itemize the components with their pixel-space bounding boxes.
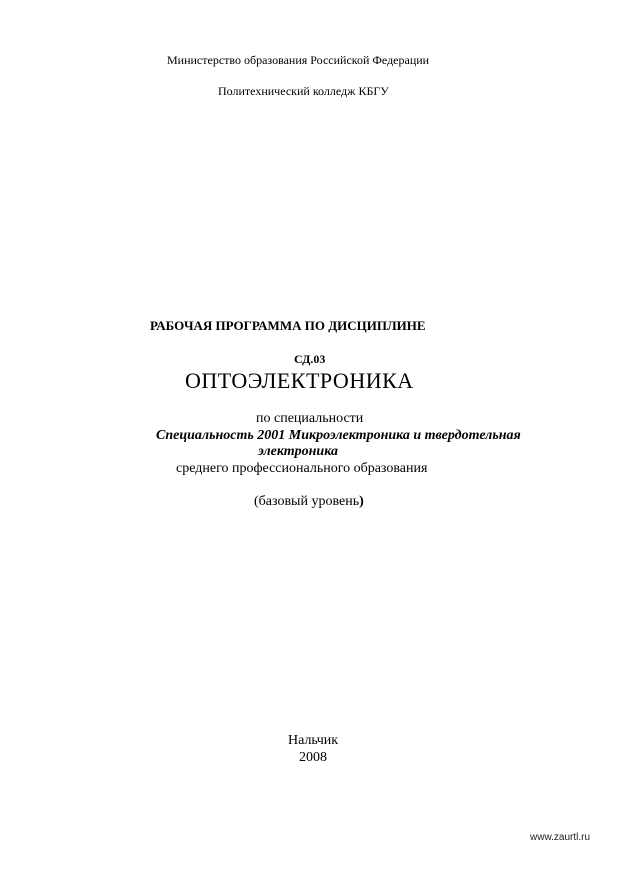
discipline-code: СД.03 <box>294 352 326 366</box>
program-title: РАБОЧАЯ ПРОГРАММА ПО ДИСЦИПЛИНЕ <box>150 318 426 333</box>
year: 2008 <box>299 750 327 765</box>
base-level <box>254 495 364 509</box>
discipline-name: ОПТОЭЛЕКТРОНИКА <box>185 368 414 393</box>
base-level-text: (базовый уровень <box>254 494 360 509</box>
city: Нальчик <box>288 733 339 748</box>
specialty-name-line1: Специальность 2001 Микроэлектроника и твердотельная <box>156 428 521 443</box>
specialty-intro: по специальности <box>256 411 364 426</box>
college-name: Политехнический колледж КБГУ <box>218 84 389 98</box>
education-level: среднего профессионального образования <box>176 461 428 476</box>
base-level-close: ) <box>359 494 364 509</box>
site-watermark: www.zaurtl.ru <box>530 832 591 843</box>
specialty-name-line2: электроника <box>258 444 338 459</box>
ministry-name: Министерство образования Российской Федерации <box>167 53 430 67</box>
